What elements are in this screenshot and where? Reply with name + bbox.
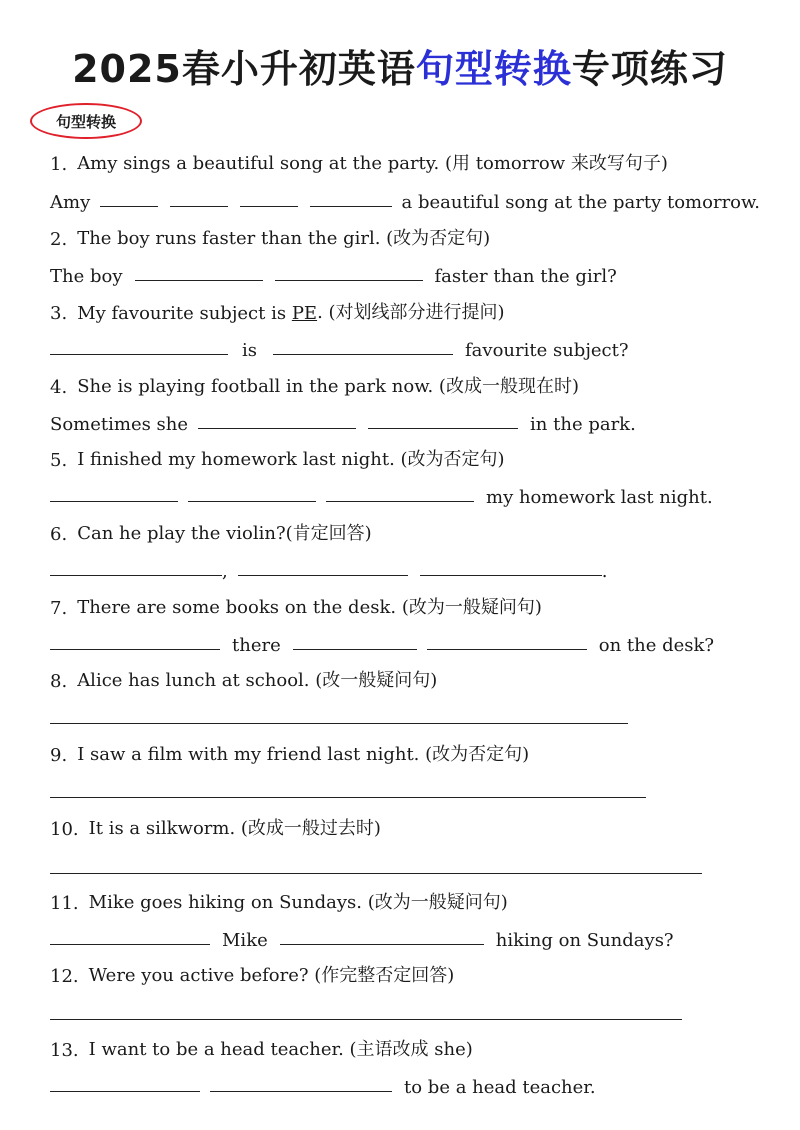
question-number: 9. xyxy=(50,745,68,766)
answer-blank[interactable] xyxy=(100,205,158,207)
section-label-circled xyxy=(30,103,142,139)
answer-blank[interactable] xyxy=(368,427,518,429)
question-8-answer xyxy=(50,700,760,730)
question-7-answer xyxy=(50,626,760,656)
question-8-prompt xyxy=(50,662,760,692)
question-13-answer xyxy=(50,1068,760,1098)
answer-blank[interactable] xyxy=(50,353,228,355)
question-text: . (对划线部分进行提问) xyxy=(317,302,505,323)
question-10-prompt xyxy=(50,810,760,840)
answer-blank[interactable] xyxy=(135,279,263,281)
question-9-prompt xyxy=(50,736,760,766)
answer-blank[interactable] xyxy=(198,427,356,429)
question-2-prompt xyxy=(50,220,760,250)
question-4-prompt xyxy=(50,368,760,398)
answer-blank[interactable] xyxy=(310,205,392,207)
question-number: 13. xyxy=(50,1040,79,1061)
question-2-answer xyxy=(50,257,760,287)
question-text: The boy runs faster than the girl. (改为否定句) xyxy=(77,228,491,249)
question-number: 8. xyxy=(50,671,68,692)
question-9-answer xyxy=(50,774,760,804)
answer-blank[interactable] xyxy=(50,574,222,576)
question-text: There are some books on the desk. (改为一般疑问句) xyxy=(77,597,542,618)
question-11-answer xyxy=(50,921,760,951)
question-6-answer xyxy=(50,552,760,582)
answer-blank[interactable] xyxy=(238,574,408,576)
answer-blank[interactable] xyxy=(188,500,316,502)
answer-text: Mike xyxy=(222,930,268,951)
question-text: I finished my homework last night. (改为否定句) xyxy=(77,449,505,470)
answer-text: to be a head teacher. xyxy=(404,1077,596,1098)
answer-text: on the desk? xyxy=(598,635,715,656)
question-11-prompt xyxy=(50,884,760,914)
question-text: Alice has lunch at school. (改一般疑问句) xyxy=(77,670,438,691)
answer-blank[interactable] xyxy=(50,722,628,724)
answer-blank[interactable] xyxy=(420,574,602,576)
answer-text: there xyxy=(232,635,281,656)
answer-text: hiking on Sundays? xyxy=(495,930,674,951)
answer-text: , xyxy=(222,561,228,582)
question-number: 3. xyxy=(50,303,68,324)
title-highlight: 句型转换 xyxy=(415,47,572,91)
answer-blank[interactable] xyxy=(50,872,702,874)
answer-blank[interactable] xyxy=(170,205,228,207)
answer-blank[interactable] xyxy=(50,943,210,945)
answer-blank[interactable] xyxy=(50,648,220,650)
question-text: She is playing football in the park now. (改成一般现在时) xyxy=(77,376,579,397)
question-text: Were you active before? (作完整否定回答) xyxy=(88,965,455,986)
question-text: My favourite subject is xyxy=(77,303,292,324)
question-number: 4. xyxy=(50,377,68,398)
answer-text: is xyxy=(242,340,257,361)
question-number: 2. xyxy=(50,229,68,250)
question-text: I saw a film with my friend last night. (改为否定句) xyxy=(77,744,530,765)
answer-blank[interactable] xyxy=(275,279,423,281)
answer-text: favourite subject? xyxy=(465,340,629,361)
title-suffix: 专项练习 xyxy=(571,47,728,91)
question-3-answer xyxy=(50,331,760,361)
question-3-prompt xyxy=(50,294,760,324)
answer-text: . xyxy=(601,561,608,582)
section-label: 句型转换 xyxy=(55,112,116,131)
answer-text: faster than the girl? xyxy=(434,266,617,287)
question-number: 10. xyxy=(50,819,79,840)
answer-blank[interactable] xyxy=(427,648,587,650)
answer-blank[interactable] xyxy=(326,500,474,502)
answer-blank[interactable] xyxy=(293,648,417,650)
question-number: 11. xyxy=(50,893,79,914)
question-5-prompt xyxy=(50,441,760,471)
question-number: 5. xyxy=(50,450,68,471)
answer-blank[interactable] xyxy=(50,1090,200,1092)
question-13-prompt xyxy=(50,1031,760,1061)
answer-blank[interactable] xyxy=(273,353,453,355)
answer-blank[interactable] xyxy=(240,205,298,207)
question-7-prompt xyxy=(50,589,760,619)
question-text: Can he play the violin?(肯定回答) xyxy=(77,523,372,544)
answer-text: in the park. xyxy=(530,414,636,435)
question-6-prompt xyxy=(50,515,760,545)
question-number: 7. xyxy=(50,598,68,619)
answer-blank[interactable] xyxy=(210,1090,392,1092)
question-12-answer xyxy=(50,996,760,1026)
question-text: Mike goes hiking on Sundays. (改为一般疑问句) xyxy=(88,892,508,913)
question-text: It is a silkworm. (改成一般过去时) xyxy=(88,818,381,839)
answer-text: a beautiful song at the party tomorrow. xyxy=(401,192,761,213)
answer-text: Amy xyxy=(50,192,91,213)
question-12-prompt xyxy=(50,957,760,987)
question-number: 1. xyxy=(50,154,68,175)
page-title xyxy=(0,38,800,93)
question-1-answer xyxy=(50,183,760,213)
question-10-answer xyxy=(50,850,760,880)
question-text: I want to be a head teacher. (主语改成 she) xyxy=(88,1039,473,1060)
answer-blank[interactable] xyxy=(280,943,484,945)
title-prefix: 2025春小升初英语 xyxy=(72,47,416,91)
underlined-word: PE xyxy=(291,303,318,324)
question-text: Amy sings a beautiful song at the party. (用 tomorrow 来改写句子) xyxy=(77,153,668,174)
question-1-prompt xyxy=(50,145,760,175)
answer-blank[interactable] xyxy=(50,500,178,502)
question-4-answer xyxy=(50,405,760,435)
answer-text: Sometimes she xyxy=(50,414,189,435)
answer-text: my homework last night. xyxy=(486,487,713,508)
question-number: 12. xyxy=(50,966,79,987)
question-number: 6. xyxy=(50,524,68,545)
answer-blank[interactable] xyxy=(50,1018,682,1020)
answer-text: The boy xyxy=(50,266,123,287)
answer-blank[interactable] xyxy=(50,796,646,798)
question-5-answer xyxy=(50,478,760,508)
